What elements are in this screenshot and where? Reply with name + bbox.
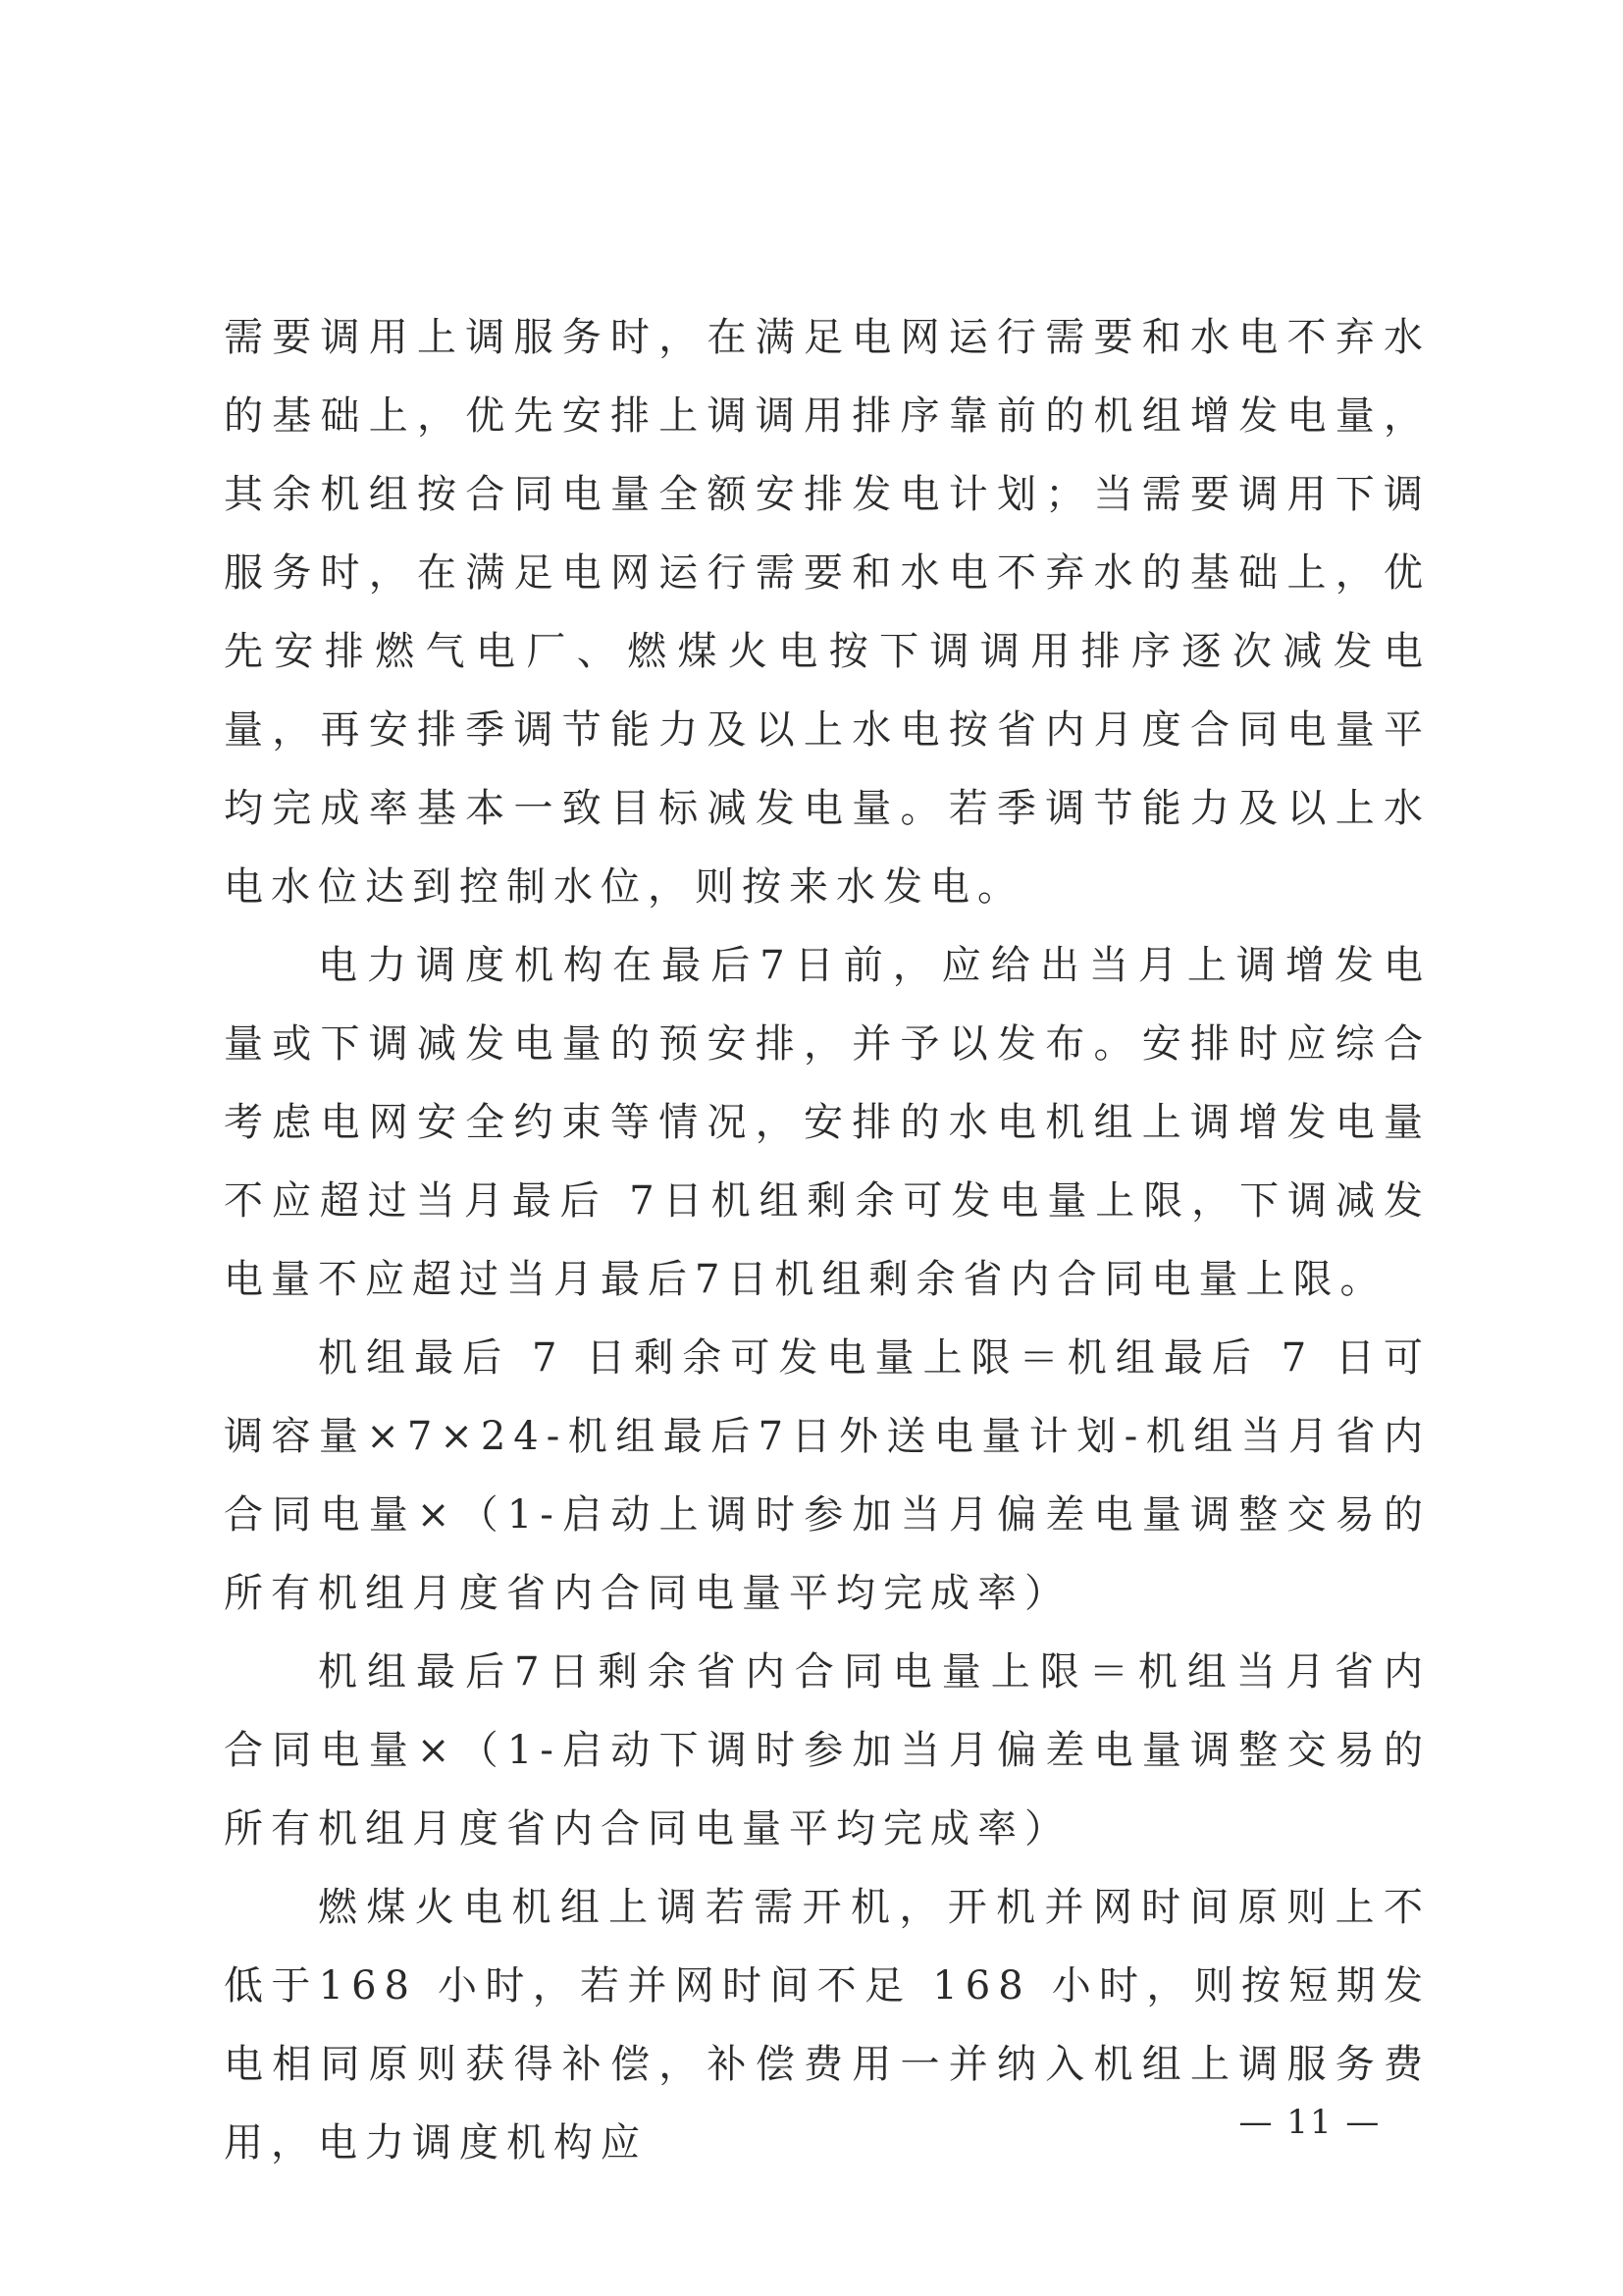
paragraph-formula-contract-limit: 机组最后7日剩余省内合同电量上限＝机组当月省内合同电量×（1-启动下调时参加当月偏差电量调整交易的所有机组月度省内合同电量平均完成率） — [224, 1649, 1431, 1852]
page-number: — 11 — — [1238, 2103, 1382, 2142]
paragraph-pre-arrangement: 电力调度机构在最后7日前，应给出当月上调增发电量或下调减发电量的预安排，并予以发布。安排时应综合考虑电网安全约束等情况，安排的水电机组上调增发电量不应超过当月最后 7日机组剩余可发电量上限，下调减发电量不应超过当月最后7日机组剩余省内合同电量上限。 — [224, 943, 1431, 1302]
paragraph-continued: 需要调用上调服务时，在满足电网运行需要和水电不弃水的基础上，优先安排上调调用排序靠前的机组增发电量，其余机组按合同电量全额安排发电计划；当需要调用下调服务时，在满足电网运行需要和水电不弃水的基础上，优先安排燃气电厂、燃煤火电按下调调用排序逐次减发电量，再安排季调节能力及以上水电按省内月度合同电量平均完成率基本一致目标减发电量。若季调节能力及以上水电水位达到控制水位，则按来水发电。 — [224, 315, 1431, 910]
body-text — [224, 298, 1431, 2182]
paragraph-formula-upper-limit: 机组最后 7 日剩余可发电量上限＝机组最后 7 日可调容量×7×24-机组最后7日外送电量计划-机组当月省内合同电量×（1-启动上调时参加当月偏差电量调整交易的所有机组月度省内合同电量平均完成率） — [224, 1335, 1431, 1616]
paragraph-coal-unit-startup: 燃煤火电机组上调若需开机，开机并网时间原则上不低于168 小时，若并网时间不足 168 小时，则按短期发电相同原则获得补偿，补偿费用一并纳入机组上调服务费用，电力调度机构应 — [224, 1885, 1431, 2166]
